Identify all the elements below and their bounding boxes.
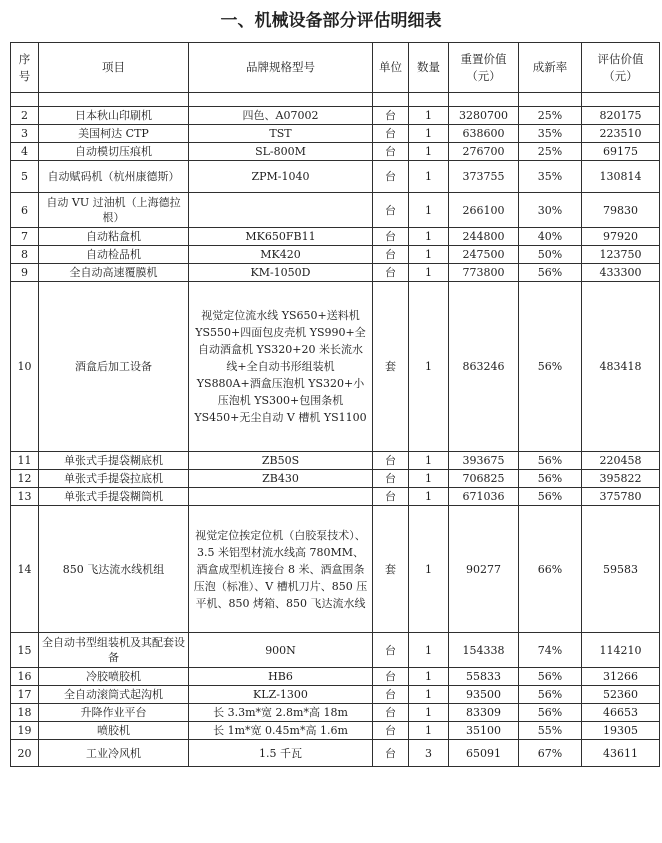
cell-value: 123750	[582, 246, 660, 264]
cell-item: 冷胶喷胶机	[39, 668, 189, 686]
table-row	[11, 704, 660, 722]
cell-cost: 65091	[449, 740, 519, 767]
table-row	[11, 506, 660, 633]
header-item: 项目	[39, 43, 189, 93]
cell-item: 升降作业平台	[39, 704, 189, 722]
cell-no: 20	[11, 740, 39, 767]
cell-rate: 56%	[519, 668, 582, 686]
table-row	[11, 143, 660, 161]
cell-rate: 67%	[519, 740, 582, 767]
cell-qty: 1	[409, 282, 449, 452]
cell-item: 日本秋山印刷机	[39, 107, 189, 125]
cell-qty: 3	[409, 740, 449, 767]
cell-qty: 1	[409, 143, 449, 161]
cell-cost: 393675	[449, 452, 519, 470]
cell-unit: 台	[373, 193, 409, 228]
cell-unit: 台	[373, 488, 409, 506]
cell-value: 395822	[582, 470, 660, 488]
cell-model: KLZ-1300	[189, 686, 373, 704]
cell-item: 单张式手提袋糊底机	[39, 452, 189, 470]
table-row	[11, 740, 660, 767]
cell-value: 69175	[582, 143, 660, 161]
cell-qty: 1	[409, 193, 449, 228]
cell-model	[189, 488, 373, 506]
cell-rate: 56%	[519, 470, 582, 488]
cell-no: 7	[11, 228, 39, 246]
cell-no: 15	[11, 633, 39, 668]
cell-value: 820175	[582, 107, 660, 125]
cell-no: 10	[11, 282, 39, 452]
header-rate: 成新率	[519, 43, 582, 93]
cell-item: 全自动书型组装机及其配套设备	[39, 633, 189, 668]
cell-value: 483418	[582, 282, 660, 452]
cell-unit: 套	[373, 506, 409, 633]
cell-item: 工业冷风机	[39, 740, 189, 767]
cell-unit: 台	[373, 686, 409, 704]
cell-cost: 773800	[449, 264, 519, 282]
cell-no: 19	[11, 722, 39, 740]
cell-value: 46653	[582, 704, 660, 722]
cell-qty: 1	[409, 506, 449, 633]
cell-qty: 1	[409, 264, 449, 282]
cell-cost: 638600	[449, 125, 519, 143]
cell-value: 433300	[582, 264, 660, 282]
cell-no: 3	[11, 125, 39, 143]
cell-value: 130814	[582, 161, 660, 193]
cell-item: 自动赋码机（杭州康德斯）	[39, 161, 189, 193]
cell-rate: 35%	[519, 125, 582, 143]
header-unit: 单位	[373, 43, 409, 93]
table-row	[11, 722, 660, 740]
cell-model: 900N	[189, 633, 373, 668]
cell-value: 114210	[582, 633, 660, 668]
cell-no: 2	[11, 107, 39, 125]
table-row	[11, 668, 660, 686]
cell-qty: 1	[409, 704, 449, 722]
cell-qty: 1	[409, 246, 449, 264]
table-row	[11, 282, 660, 452]
cell-no: 18	[11, 704, 39, 722]
cell-value: 220458	[582, 452, 660, 470]
cell-cost: 90277	[449, 506, 519, 633]
cell-item: 全自动滚筒式起沟机	[39, 686, 189, 704]
cell-cost: 276700	[449, 143, 519, 161]
cell-rate: 56%	[519, 452, 582, 470]
cell-unit: 台	[373, 107, 409, 125]
cell-unit: 套	[373, 282, 409, 452]
cell-rate: 40%	[519, 228, 582, 246]
cell-cost: 247500	[449, 246, 519, 264]
table-row	[11, 470, 660, 488]
page-title: 一、机械设备部分评估明细表	[220, 11, 442, 31]
cell-cost: 671036	[449, 488, 519, 506]
cell-value: 43611	[582, 740, 660, 767]
cell-no: 9	[11, 264, 39, 282]
header-qty: 数量	[409, 43, 449, 93]
cell-rate: 25%	[519, 107, 582, 125]
cell-unit: 台	[373, 722, 409, 740]
cell-item: 美国柯达 CTP	[39, 125, 189, 143]
cell-unit: 台	[373, 143, 409, 161]
cell-value: 52360	[582, 686, 660, 704]
cell-item: 自动 VU 过油机（上海德拉根）	[39, 193, 189, 228]
cell-item: 全自动高速覆膜机	[39, 264, 189, 282]
cell-rate: 56%	[519, 282, 582, 452]
cell-unit: 台	[373, 264, 409, 282]
cell-cost: 373755	[449, 161, 519, 193]
cell-value: 223510	[582, 125, 660, 143]
header-model: 品牌规格型号	[189, 43, 373, 93]
table-row	[11, 686, 660, 704]
cell-model	[189, 193, 373, 228]
table-row	[11, 633, 660, 668]
cell-cost: 55833	[449, 668, 519, 686]
cell-cost: 83309	[449, 704, 519, 722]
cell-no: 17	[11, 686, 39, 704]
cell-rate: 56%	[519, 264, 582, 282]
table-gap-row	[11, 93, 660, 107]
cell-no: 14	[11, 506, 39, 633]
cell-rate: 66%	[519, 506, 582, 633]
cell-unit: 台	[373, 161, 409, 193]
cell-unit: 台	[373, 125, 409, 143]
cell-rate: 25%	[519, 143, 582, 161]
cell-model: ZB50S	[189, 452, 373, 470]
table-row	[11, 125, 660, 143]
cell-qty: 1	[409, 107, 449, 125]
cell-model: 长 3.3m*宽 2.8m*高 18m	[189, 704, 373, 722]
table-row	[11, 193, 660, 228]
cell-qty: 1	[409, 668, 449, 686]
cell-cost: 154338	[449, 633, 519, 668]
cell-model: ZPM-1040	[189, 161, 373, 193]
cell-model: TST	[189, 125, 373, 143]
cell-no: 13	[11, 488, 39, 506]
table-header-row	[11, 43, 660, 93]
cell-unit: 台	[373, 633, 409, 668]
cell-unit: 台	[373, 740, 409, 767]
cell-unit: 台	[373, 668, 409, 686]
cell-unit: 台	[373, 246, 409, 264]
cell-rate: 74%	[519, 633, 582, 668]
cell-model: MK420	[189, 246, 373, 264]
cell-qty: 1	[409, 686, 449, 704]
cell-rate: 30%	[519, 193, 582, 228]
cell-cost: 706825	[449, 470, 519, 488]
cell-qty: 1	[409, 452, 449, 470]
cell-unit: 台	[373, 228, 409, 246]
cell-value: 97920	[582, 228, 660, 246]
cell-no: 5	[11, 161, 39, 193]
cell-qty: 1	[409, 488, 449, 506]
cell-rate: 56%	[519, 704, 582, 722]
header-value: 评估价值（元）	[582, 43, 660, 93]
header-cost: 重置价值（元）	[449, 43, 519, 93]
cell-rate: 35%	[519, 161, 582, 193]
cell-item: 850 飞达流水线机组	[39, 506, 189, 633]
cell-cost: 35100	[449, 722, 519, 740]
cell-item: 自动模切压痕机	[39, 143, 189, 161]
cell-item: 单张式手提袋拉底机	[39, 470, 189, 488]
cell-item: 自动粘盒机	[39, 228, 189, 246]
cell-item: 自动检品机	[39, 246, 189, 264]
cell-item: 酒盒后加工设备	[39, 282, 189, 452]
cell-model: 视觉定位流水线 YS650+送料机 YS550+四面包皮壳机 YS990+全自动酒盒机 YS320+20 米长流水线+全自动书形组装机 YS880A+酒盒压泡机 YS320+小压泡机 YS300+包围条机 YS450+无尘自动 V 槽机 YS1100	[189, 282, 373, 452]
cell-item: 单张式手提袋糊筒机	[39, 488, 189, 506]
cell-cost: 266100	[449, 193, 519, 228]
cell-rate: 56%	[519, 488, 582, 506]
cell-qty: 1	[409, 722, 449, 740]
cell-model: MK650FB11	[189, 228, 373, 246]
cell-value: 59583	[582, 506, 660, 633]
cell-unit: 台	[373, 452, 409, 470]
header-index: 序号	[11, 43, 39, 93]
table-row	[11, 107, 660, 125]
table-row	[11, 264, 660, 282]
cell-unit: 台	[373, 470, 409, 488]
cell-no: 6	[11, 193, 39, 228]
table-row	[11, 161, 660, 193]
cell-model: HB6	[189, 668, 373, 686]
cell-rate: 50%	[519, 246, 582, 264]
cell-model: 长 1m*宽 0.45m*高 1.6m	[189, 722, 373, 740]
cell-cost: 93500	[449, 686, 519, 704]
cell-rate: 55%	[519, 722, 582, 740]
cell-cost: 244800	[449, 228, 519, 246]
cell-no: 8	[11, 246, 39, 264]
cell-rate: 56%	[519, 686, 582, 704]
cell-model: ZB430	[189, 470, 373, 488]
cell-unit: 台	[373, 704, 409, 722]
cell-qty: 1	[409, 228, 449, 246]
cell-model: 视觉定位挨定位机（白胶泵技术）、3.5 米铝型材流水线高 780MM、酒盒成型机连接台 8 米、酒盒围条压泡（标准）、V 槽机刀片、850 压平机、850 烤箱、850 飞达流水线	[189, 506, 373, 633]
cell-qty: 1	[409, 470, 449, 488]
cell-value: 79830	[582, 193, 660, 228]
table-row	[11, 228, 660, 246]
cell-item: 喷胶机	[39, 722, 189, 740]
cell-cost: 3280700	[449, 107, 519, 125]
cell-value: 375780	[582, 488, 660, 506]
cell-no: 12	[11, 470, 39, 488]
cell-value: 31266	[582, 668, 660, 686]
table-row	[11, 246, 660, 264]
cell-value: 19305	[582, 722, 660, 740]
cell-no: 4	[11, 143, 39, 161]
cell-model: 1.5 千瓦	[189, 740, 373, 767]
cell-qty: 1	[409, 633, 449, 668]
cell-model: 四色、A07002	[189, 107, 373, 125]
cell-model: SL-800M	[189, 143, 373, 161]
equipment-valuation-table	[10, 42, 660, 767]
table-row	[11, 452, 660, 470]
cell-qty: 1	[409, 161, 449, 193]
cell-qty: 1	[409, 125, 449, 143]
cell-no: 11	[11, 452, 39, 470]
table-row	[11, 488, 660, 506]
cell-cost: 863246	[449, 282, 519, 452]
cell-model: KM-1050D	[189, 264, 373, 282]
cell-no: 16	[11, 668, 39, 686]
